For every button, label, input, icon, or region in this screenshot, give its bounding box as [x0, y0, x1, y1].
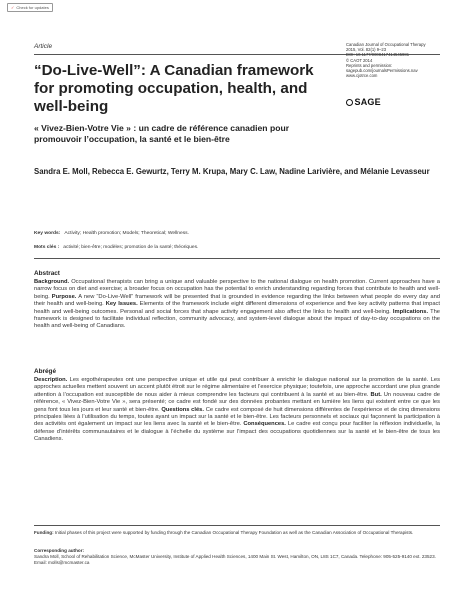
journal-info [346, 42, 468, 78]
keywords-text: Activity; Health promotion; Models; Theoretical; Wellness. [64, 231, 189, 236]
key-issues-text: Elements of the framework include eight different dimensions of experience and five key activity patterns that impact health and well-being outcomes. Personal and social forces that shape activity engagement also affect the links to health and well-being. [34, 301, 440, 315]
journal-doi[interactable]: DOI: 10.1177/0008417414545981 [346, 52, 410, 58]
sage-logo-text: SAGE [354, 97, 381, 107]
journal-volume: 2015, Vol. 82(1) 9–23 [346, 47, 387, 53]
article-type-label: Article [34, 43, 53, 50]
abstract-divider [34, 258, 440, 259]
description-label: Description. [34, 377, 68, 383]
abrege-heading: Abrégé [34, 368, 57, 375]
corresponding-author-note [34, 548, 440, 566]
funding-label: Funding: [34, 530, 54, 535]
abrege-text [34, 377, 440, 444]
funding-note [34, 530, 440, 536]
abstract-heading: Abstract [34, 270, 60, 277]
consequences-text: Le cadre est conçu pour faciliter la réflexion individuelle, la défense d’intérêts communautaires et le dialogue à l’échelle du système sur l’impact des occupations quotidiennes sur la santé et le bien-être de tous les Canadiens. [34, 421, 440, 443]
keywords-label: Key words: [34, 231, 61, 236]
abstract-text [34, 279, 440, 331]
but-text: Un nouveau cadre de référence, « Vivez-Bien-Votre Vie », sera présenté; ce cadre est fondé sur des données probantes mettant en lumière les liens qui existent entre ce que les gens font tous les jours et leur santé et bien-être. [34, 391, 441, 413]
purpose-label: Purpose. [51, 293, 77, 300]
background-label: Background. [34, 279, 70, 285]
key-issues-label: Key Issues. [105, 301, 138, 308]
questions-text: Ce cadre est composé de huit dimensions différentes de l’expérience et de cinq dimensions principales liées à l’utilisation du temps, toutes ayant un impact sur la santé et le bien-être. Les facteurs personnels et sociaux qui façonnent la participation à des activités ont également un impact sur les liens avec la santé et le bien-être. [34, 406, 441, 428]
article-subtitle-french: « Vivez-Bien-Votre Vie » : un cadre de référence canadien pour promouvoir l’occupation, la santé et le bien-être [34, 123, 290, 145]
footnote-divider [34, 525, 440, 526]
sage-logo [346, 97, 381, 107]
journal-name: Canadian Journal of Occupational Therapy [346, 42, 426, 47]
description-text: Les ergothérapeutes ont une perspective unique et utile qui peut contribuer à enrichir le dialogue national sur la promotion de la santé. Les approches actuelles mettent souvent un accent plutôt étroit sur le régime alimentaire et l’exercice physique; toutefois, une approche accordant une plus grande attention à l’occupation est susceptible de nous aider à mieux comprendre les facteurs qui contribuent à la santé et au bien-être. [34, 377, 440, 398]
background-text: Occupational therapists can bring a unique and valuable perspective to the national dialogue on health promotion. Current approaches have a narrow focus on diet and exercise; a broader focus on occupation has the potential to enrich understanding regarding forces that contribute to health and well-being. [34, 279, 440, 300]
journal-permissions-link[interactable]: sagepub.com/journalsPermissions.nav [346, 68, 418, 74]
check-icon: ✓ [11, 5, 15, 10]
journal-copyright: © CAOT 2014 [346, 57, 373, 63]
but-label: But. [370, 391, 382, 398]
badge-label: Check for updates [16, 5, 49, 10]
implications-text: The framework is designed to facilitate individual reflection, community advocacy, and system-level dialogue about the impact of day-to-day occupations on the health and well-being of Canadians. [34, 308, 440, 330]
implications-label: Implications. [392, 308, 429, 315]
mots-cles-label: Mots clés : [34, 245, 60, 250]
corresponding-text: Sandra Moll, School of Rehabilitation Science, McMaster University, Institute of Applied Health Sciences, 1400 Main St. West, Hamilton, ON, L8S 1C7, Canada. Telephone: 905-525-9140 ext. 23523. Email: molls@mcmaster.ca [34, 554, 436, 565]
mots-cles [34, 245, 198, 250]
corresponding-label: Corresponding author: [34, 548, 85, 553]
article-title: “Do-Live-Well”: A Canadian framework for promoting occupation, health, and well-being [34, 62, 314, 115]
journal-site-link[interactable]: www.cjotrce.com [346, 73, 378, 79]
check-for-updates-badge[interactable] [7, 3, 53, 12]
consequences-label: Conséquences. [243, 421, 286, 428]
keywords [34, 231, 189, 236]
mots-cles-text: activité; bien-être; modèles; promotion de la santé; théoriques. [63, 245, 199, 250]
questions-label: Questions clés. [161, 406, 204, 413]
purpose-text: A new “Do-Live-Well” framework will be presented that is grounded in evidence regarding the links between what people do every day and their health and well-being. [34, 293, 441, 308]
journal-reprints: Reprints and permission: [346, 62, 393, 68]
sage-logo-icon [346, 99, 353, 106]
funding-text: Initial phases of this project were supported by funding through the Canadian Occupational Therapy Foundation as well as the Canadian Association of Occupational Therapists. [54, 530, 414, 535]
author-list: Sandra E. Moll, Rebecca E. Gewurtz, Terry M. Krupa, Mary C. Law, Nadine Larivière, and Mélanie Levasseur [34, 167, 430, 176]
